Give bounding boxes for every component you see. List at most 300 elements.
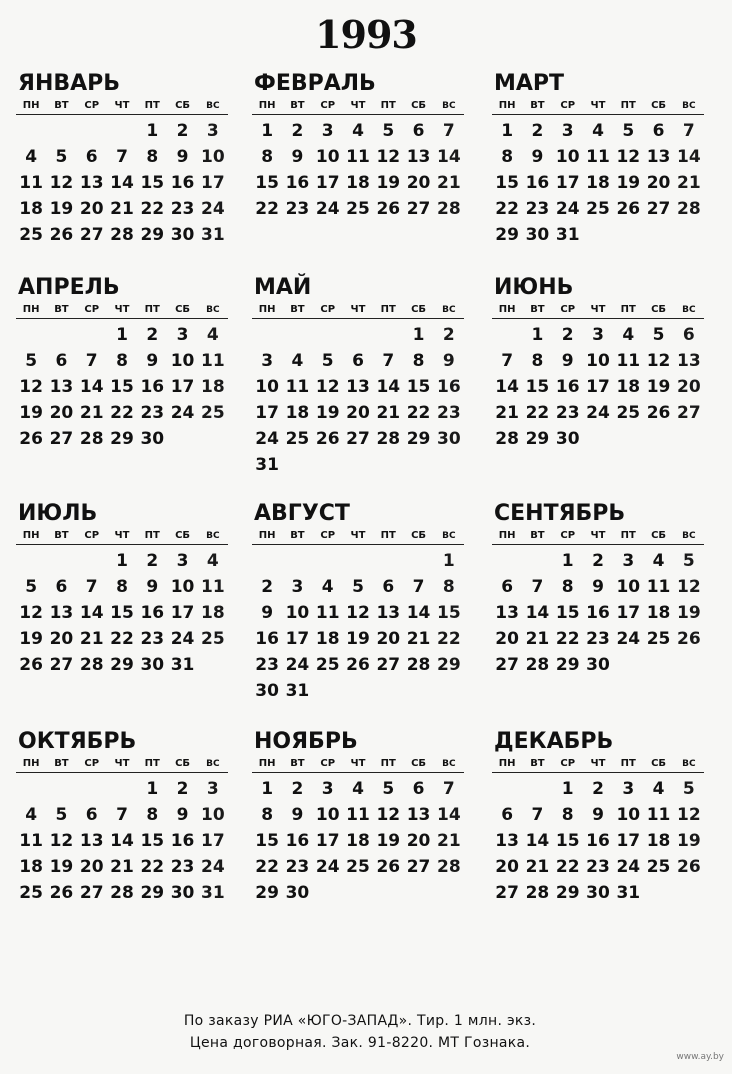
month-block — [252, 274, 464, 478]
weekday-label: ЧТ — [350, 530, 366, 541]
imprint-footer — [100, 1010, 620, 1054]
day-number: 9 — [592, 805, 604, 825]
day-number: 23 — [170, 857, 195, 877]
day-number: 22 — [555, 629, 580, 649]
day-number: 28 — [110, 225, 134, 245]
day-number: 31 — [201, 883, 225, 903]
day-number: 28 — [376, 429, 401, 449]
day-number: 7 — [116, 805, 128, 825]
day-number: 26 — [646, 403, 671, 423]
day-number: 19 — [49, 857, 74, 877]
day-number: 1 — [501, 121, 514, 141]
day-number: 22 — [437, 629, 461, 649]
days-grid — [252, 322, 464, 478]
day-number: 18 — [19, 199, 43, 219]
day-number: 1 — [261, 121, 274, 141]
days-grid — [252, 118, 464, 222]
day-number: 18 — [346, 831, 370, 851]
day-number: 20 — [376, 629, 401, 649]
empty-cell — [313, 322, 343, 348]
weekday-label: ВТ — [54, 100, 69, 111]
day-number: 12 — [19, 377, 43, 397]
month-name: НОЯБРЬ — [254, 729, 358, 754]
imprint-line-2: Цена договорная. Зак. 91-8220. МТ Гознака. — [189, 1035, 531, 1051]
day-number: 9 — [592, 577, 604, 597]
day-number: 21 — [677, 173, 701, 193]
month-name: СЕНТЯБРЬ — [494, 501, 626, 526]
day-number: 12 — [315, 377, 340, 397]
empty-cell — [16, 776, 46, 802]
day-number: 5 — [25, 577, 38, 597]
day-number: 12 — [376, 147, 401, 167]
day-number: 11 — [19, 173, 43, 193]
day-number: 6 — [85, 147, 98, 167]
day-number: 5 — [352, 577, 364, 597]
month-block — [252, 70, 464, 222]
day-number: 15 — [555, 603, 580, 623]
day-number: 27 — [495, 883, 519, 903]
day-number: 29 — [495, 225, 519, 245]
weekday-label: ПТ — [620, 530, 636, 541]
day-number: 26 — [376, 857, 401, 877]
empty-cell — [313, 548, 343, 574]
day-number: 16 — [285, 173, 310, 193]
empty-cell — [282, 548, 312, 574]
day-number: 2 — [592, 779, 604, 799]
month-name: МАРТ — [494, 71, 565, 96]
day-number: 14 — [437, 147, 461, 167]
day-number: 2 — [291, 121, 304, 141]
empty-cell — [252, 322, 282, 348]
weekday-header — [16, 302, 228, 319]
weekday-label: ВТ — [530, 530, 545, 541]
day-number: 10 — [616, 805, 641, 825]
day-number: 26 — [19, 429, 43, 449]
day-number: 7 — [85, 351, 98, 371]
month-name: ФЕВРАЛЬ — [254, 71, 376, 96]
day-number: 25 — [315, 655, 340, 675]
day-number: 7 — [531, 577, 544, 597]
day-number: 24 — [255, 429, 279, 449]
day-number: 14 — [79, 377, 104, 397]
day-number: 6 — [652, 121, 665, 141]
day-number: 16 — [140, 603, 165, 623]
day-number: 18 — [201, 603, 225, 623]
day-number: 9 — [291, 147, 304, 167]
days-grid — [252, 548, 464, 704]
weekday-label: ПТ — [380, 304, 396, 315]
day-number: 3 — [291, 577, 304, 597]
day-number: 27 — [79, 225, 104, 245]
weekday-label: СР — [320, 530, 336, 541]
weekday-header — [252, 756, 464, 773]
day-number: 25 — [616, 403, 641, 423]
day-number: 19 — [346, 629, 370, 649]
day-number: 5 — [622, 121, 635, 141]
weekday-label: ПТ — [144, 304, 160, 315]
month-block — [16, 274, 228, 452]
day-number: 22 — [525, 403, 550, 423]
day-number: 26 — [19, 655, 43, 675]
weekday-label: ЧТ — [590, 304, 606, 315]
weekday-label: ПН — [22, 530, 40, 541]
day-number: 3 — [321, 121, 334, 141]
day-number: 6 — [55, 351, 68, 371]
day-number: 1 — [146, 121, 159, 141]
day-number: 25 — [201, 403, 225, 423]
day-number: 3 — [622, 551, 635, 571]
day-number: 7 — [442, 121, 455, 141]
day-number: 9 — [261, 603, 274, 623]
day-number: 19 — [677, 603, 701, 623]
day-number: 30 — [586, 655, 610, 675]
day-number: 15 — [110, 377, 134, 397]
day-number: 11 — [346, 147, 370, 167]
days-grid — [492, 548, 704, 678]
weekday-label: ПН — [498, 100, 516, 111]
day-number: 25 — [346, 857, 370, 877]
weekday-label: ВТ — [290, 758, 305, 769]
day-number: 11 — [346, 805, 370, 825]
weekday-label: СБ — [411, 530, 427, 541]
day-number: 14 — [110, 831, 134, 851]
day-number: 2 — [146, 325, 159, 345]
days-grid — [252, 776, 464, 906]
day-number: 11 — [646, 577, 671, 597]
day-number: 17 — [616, 603, 641, 623]
day-number: 12 — [19, 603, 43, 623]
weekday-header — [492, 98, 704, 115]
day-number: 18 — [646, 603, 671, 623]
weekday-label: ВС — [682, 305, 696, 315]
day-number: 24 — [170, 629, 195, 649]
day-number: 14 — [406, 603, 431, 623]
weekday-label: ВС — [442, 305, 456, 315]
weekday-header — [492, 302, 704, 319]
weekday-label: СР — [84, 304, 100, 315]
day-number: 21 — [406, 629, 431, 649]
day-number: 17 — [616, 831, 641, 851]
weekday-label: СР — [84, 758, 100, 769]
empty-cell — [16, 118, 46, 144]
day-number: 25 — [19, 225, 43, 245]
day-number: 8 — [261, 805, 274, 825]
weekday-label: ВТ — [530, 100, 545, 111]
weekday-header — [492, 756, 704, 773]
day-number: 10 — [201, 147, 225, 167]
weekday-label: СР — [320, 304, 336, 315]
day-number: 16 — [525, 173, 550, 193]
day-number: 11 — [586, 147, 610, 167]
month-name: ОКТЯБРЬ — [18, 729, 137, 754]
day-number: 10 — [170, 351, 195, 371]
weekday-label: ВС — [206, 531, 220, 541]
weekday-label: ПН — [22, 758, 40, 769]
day-number: 30 — [586, 883, 610, 903]
day-number: 15 — [495, 173, 519, 193]
weekday-label: ПН — [258, 758, 276, 769]
weekday-label: ЧТ — [114, 100, 130, 111]
day-number: 3 — [321, 779, 334, 799]
day-number: 21 — [376, 403, 401, 423]
day-number: 10 — [555, 147, 580, 167]
day-number: 18 — [315, 629, 340, 649]
day-number: 24 — [285, 655, 310, 675]
weekday-label: СБ — [651, 758, 667, 769]
month-block — [492, 274, 704, 452]
weekday-label: ПН — [258, 100, 276, 111]
day-number: 27 — [79, 883, 104, 903]
weekday-label: ВТ — [290, 304, 305, 315]
day-number: 14 — [677, 147, 701, 167]
day-number: 25 — [285, 429, 310, 449]
day-number: 22 — [555, 857, 580, 877]
day-number: 11 — [201, 577, 225, 597]
empty-cell — [252, 548, 282, 574]
day-number: 2 — [261, 577, 274, 597]
day-number: 12 — [677, 577, 701, 597]
day-number: 16 — [437, 377, 461, 397]
day-number: 9 — [176, 147, 189, 167]
day-number: 27 — [49, 655, 74, 675]
weekday-label: ЧТ — [590, 530, 606, 541]
days-grid — [16, 776, 228, 906]
day-number: 14 — [437, 805, 461, 825]
weekday-label: ЧТ — [114, 758, 130, 769]
day-number: 2 — [291, 779, 304, 799]
day-number: 4 — [352, 121, 364, 141]
day-number: 17 — [201, 831, 225, 851]
day-number: 12 — [376, 805, 401, 825]
day-number: 6 — [382, 577, 395, 597]
day-number: 25 — [19, 883, 43, 903]
weekday-label: ПТ — [380, 758, 396, 769]
day-number: 26 — [49, 225, 74, 245]
day-number: 30 — [140, 429, 165, 449]
day-number: 10 — [201, 805, 225, 825]
day-number: 31 — [555, 225, 580, 245]
weekday-header — [16, 98, 228, 115]
day-number: 28 — [437, 199, 461, 219]
day-number: 26 — [376, 199, 401, 219]
day-number: 31 — [285, 681, 310, 701]
day-number: 14 — [495, 377, 519, 397]
day-number: 18 — [346, 173, 370, 193]
day-number: 8 — [561, 577, 574, 597]
day-number: 28 — [79, 429, 104, 449]
day-number: 8 — [561, 805, 574, 825]
day-number: 1 — [146, 779, 159, 799]
day-number: 4 — [206, 551, 219, 571]
day-number: 19 — [19, 629, 43, 649]
day-number: 21 — [437, 173, 461, 193]
day-number: 30 — [525, 225, 550, 245]
day-number: 17 — [555, 173, 580, 193]
day-number: 28 — [525, 883, 550, 903]
month-name: МАЙ — [254, 275, 312, 300]
day-number: 3 — [261, 351, 274, 371]
empty-cell — [522, 548, 552, 574]
year-title: 1993 — [315, 12, 417, 57]
month-name: ЯНВАРЬ — [18, 71, 121, 96]
day-number: 18 — [646, 831, 671, 851]
day-number: 8 — [146, 147, 159, 167]
weekday-label: ПН — [498, 304, 516, 315]
day-number: 13 — [495, 603, 519, 623]
day-number: 4 — [25, 147, 38, 167]
day-number: 28 — [437, 857, 461, 877]
day-number: 9 — [146, 577, 159, 597]
day-number: 3 — [561, 121, 574, 141]
month-name: АПРЕЛЬ — [18, 275, 120, 300]
day-number: 11 — [201, 351, 225, 371]
day-number: 10 — [315, 805, 340, 825]
day-number: 8 — [442, 577, 455, 597]
day-number: 3 — [592, 325, 604, 345]
day-number: 8 — [501, 147, 514, 167]
day-number: 1 — [561, 551, 574, 571]
day-number: 26 — [616, 199, 641, 219]
day-number: 5 — [55, 147, 68, 167]
day-number: 5 — [55, 805, 68, 825]
weekday-label: ЧТ — [350, 100, 366, 111]
empty-cell — [46, 322, 76, 348]
weekday-label: СБ — [651, 304, 667, 315]
day-number: 23 — [586, 857, 610, 877]
day-number: 6 — [55, 577, 68, 597]
day-number: 25 — [346, 199, 370, 219]
day-number: 15 — [525, 377, 550, 397]
day-number: 12 — [346, 603, 370, 623]
day-number: 23 — [437, 403, 461, 423]
day-number: 7 — [85, 577, 98, 597]
day-number: 20 — [49, 629, 74, 649]
day-number: 1 — [261, 779, 274, 799]
day-number: 4 — [352, 779, 364, 799]
day-number: 21 — [110, 199, 134, 219]
day-number: 21 — [525, 857, 550, 877]
empty-cell — [403, 548, 433, 574]
month-block — [252, 728, 464, 906]
day-number: 9 — [561, 351, 574, 371]
day-number: 2 — [176, 121, 189, 141]
days-grid — [492, 118, 704, 248]
day-number: 28 — [79, 655, 104, 675]
day-number: 6 — [352, 351, 364, 371]
empty-cell — [522, 776, 552, 802]
empty-cell — [107, 118, 137, 144]
weekday-label: СБ — [175, 100, 191, 111]
weekday-label: ВС — [206, 759, 220, 769]
weekday-label: ВС — [442, 759, 456, 769]
weekday-label: ЧТ — [350, 758, 366, 769]
day-number: 9 — [531, 147, 544, 167]
weekday-label: ПТ — [380, 100, 396, 111]
weekday-header — [252, 302, 464, 319]
day-number: 9 — [442, 351, 455, 371]
day-number: 22 — [255, 857, 279, 877]
day-number: 20 — [346, 403, 370, 423]
day-number: 27 — [49, 429, 74, 449]
day-number: 10 — [315, 147, 340, 167]
day-number: 19 — [49, 199, 74, 219]
day-number: 7 — [531, 805, 544, 825]
day-number: 15 — [140, 173, 165, 193]
day-number: 27 — [495, 655, 519, 675]
day-number: 21 — [79, 403, 104, 423]
day-number: 29 — [555, 883, 580, 903]
weekday-label: СР — [84, 530, 100, 541]
day-number: 20 — [79, 199, 104, 219]
weekday-label: СР — [560, 304, 576, 315]
weekday-label: СР — [560, 530, 576, 541]
days-grid — [492, 322, 704, 452]
day-number: 5 — [652, 325, 665, 345]
weekday-label: ЧТ — [590, 758, 606, 769]
day-number: 28 — [525, 655, 550, 675]
day-number: 15 — [140, 831, 165, 851]
empty-cell — [492, 776, 522, 802]
day-number: 28 — [110, 883, 134, 903]
day-number: 22 — [406, 403, 431, 423]
day-number: 18 — [19, 857, 43, 877]
weekday-label: ПН — [22, 100, 40, 111]
weekday-label: ЧТ — [114, 304, 130, 315]
day-number: 8 — [261, 147, 274, 167]
empty-cell — [46, 776, 76, 802]
day-number: 12 — [49, 173, 74, 193]
empty-cell — [16, 322, 46, 348]
day-number: 16 — [586, 603, 610, 623]
weekday-label: ВТ — [530, 758, 545, 769]
day-number: 13 — [406, 147, 431, 167]
day-number: 17 — [170, 603, 195, 623]
day-number: 26 — [346, 655, 370, 675]
day-number: 26 — [315, 429, 340, 449]
day-number: 28 — [677, 199, 701, 219]
weekday-header — [252, 98, 464, 115]
weekday-label: ВТ — [54, 304, 69, 315]
day-number: 13 — [646, 147, 671, 167]
day-number: 27 — [677, 403, 701, 423]
day-number: 6 — [682, 325, 695, 345]
day-number: 4 — [652, 551, 665, 571]
day-number: 3 — [206, 779, 219, 799]
day-number: 21 — [525, 629, 550, 649]
day-number: 30 — [170, 225, 195, 245]
day-number: 13 — [406, 805, 431, 825]
day-number: 17 — [170, 377, 195, 397]
empty-cell — [343, 548, 373, 574]
weekday-label: СБ — [651, 100, 667, 111]
empty-cell — [282, 322, 312, 348]
day-number: 15 — [255, 831, 279, 851]
day-number: 20 — [406, 173, 431, 193]
day-number: 4 — [652, 779, 665, 799]
day-number: 23 — [525, 199, 550, 219]
day-number: 15 — [406, 377, 431, 397]
day-number: 11 — [285, 377, 310, 397]
day-number: 13 — [677, 351, 701, 371]
weekday-header — [16, 528, 228, 545]
month-block — [252, 500, 464, 704]
day-number: 24 — [201, 857, 225, 877]
day-number: 16 — [586, 831, 610, 851]
day-number: 15 — [110, 603, 134, 623]
day-number: 19 — [19, 403, 43, 423]
day-number: 26 — [677, 629, 701, 649]
days-grid — [492, 776, 704, 906]
